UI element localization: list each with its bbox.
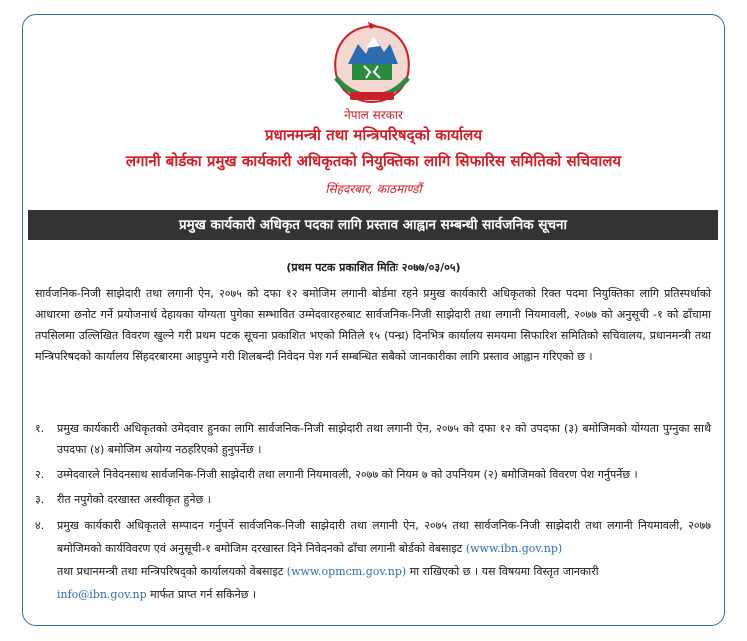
notice-title-banner: प्रमुख कार्यकारी अधिकृत पदका लागि प्रस्ताव आह्वान सम्बन्धी सार्वजनिक सूचना (28, 210, 718, 240)
list-item (35, 514, 711, 606)
list-item-text: मा राखिएको छ । यस विषयमा विस्तृत जानकारी (409, 565, 599, 578)
opmcm-website-link[interactable]: (www.opmcm.gov.np) (286, 565, 407, 578)
list-item-text: उम्मेदवारले निवेदनसाथ सार्वजनिक-निजी साझेदारी तथा लगानी नियमावली, २०७७ को नियम ७ को उपनियम (२) बमोजिमको विवरण पेश गर्नुपर्नेछ । (57, 468, 638, 481)
list-item (35, 464, 711, 485)
secretariat-name: लगानी बोर्डका प्रमुख कार्यकारी अधिकृतको नियुक्तिका लागि सिफारिस समितिको सचिवालय (125, 152, 622, 170)
intro-paragraph: सार्वजनिक-निजी साझेदारी तथा लगानी ऐन, २०७५ को दफा १२ बमोजिम लगानी बोर्डमा रहने प्रमुख कार्यकारी अधिकृतको रिक्त पदमा नियुक्तिका लागि प्रतिस्पर्धाको आधारमा छनोट गर्ने प्रयोजनार्थ देहायका योग्यता पुगेका सम्भावित उम्मेदवारहरुबाट सार्वजनिक-निजी साझेदारी तथा लगानी नियमावली, २०७७ को अनुसूची -१ को ढाँचामा तपसिलमा उल्लिखित विवरण खुल्ने गरी प्रथम पटक सूचना प्रकाशित भएको मितिले १५ (पन्ध्र) दिनभित्र कार्यालय समयमा सिफारिश समितिको सचिवालय, प्रधानमन्त्री तथा मन्त्रिपरिषदको कार्यालय सिंहदरबारमा आइपुग्ने गरी शिलबन्दी निवेदन पेश गर्न सम्बन्धित सबैको जानकारीका लागि प्रस्ताव आह्वान गरिएको छ । (35, 287, 711, 363)
list-item-number: १. (35, 422, 45, 435)
list-item-text: रीत नपुगेको दरखास्त अस्वीकृत हुनेछ । (57, 493, 211, 506)
list-item-number: २. (35, 468, 45, 481)
office-name: प्रधानमन्त्री तथा मन्त्रिपरिषद्को कार्यालय (264, 126, 483, 144)
list-item-text: प्रमुख कार्यकारी अधिकृतको उमेदवार हुनका लागि सार्वजनिक-निजी साझेदारी तथा लगानी ऐन, २०७५ को दफा १२ को उपदफा (३) बमोजिमको योग्यता पुग्नुका साथै उपदफा (४) बमोजिम अयोग्य नठहरिएको हुनुपर्नेछ । (57, 422, 711, 456)
list-item-text: प्रमुख कार्यकारी अधिकृतले सम्पादन गर्नुपर्ने सार्वजनिक-निजी साझेदारी तथा लगानी ऐन, २०७५ तथा सार्वजनिक-निजी साझेदारी तथा लगानी नियमावली, २०७७ बमोजिमको कार्यविवरण एवं अनुसूची-१ बमोजिम दरखास्त दिने निवेदनको ढाँचा लगानी बोर्डको वेबसाइट (57, 519, 711, 555)
ibn-website-link[interactable]: (www.ibn.gov.np) (465, 542, 563, 555)
list-item (35, 418, 711, 460)
list-item-number: ३. (35, 493, 45, 506)
nepal-emblem-icon (322, 20, 422, 106)
list-item-text: मार्फत प्राप्त गर्न सकिनेछ । (150, 588, 257, 601)
list-item-text: तथा प्रधानमन्त्री तथा मन्त्रिपरिषद्को कार्यालयको वेबसाइट (57, 565, 284, 578)
publication-date: (प्रथम पटक प्रकाशित मितिः २०७७/०३/०५) (286, 261, 461, 274)
list-item (35, 489, 711, 510)
location: सिंहदरबार, काठमाण्डौं (325, 182, 422, 196)
email-link[interactable]: info@ibn.gov.np (57, 588, 147, 601)
government-name: नेपाल सरकार (344, 108, 403, 122)
list-item-number: ४. (35, 519, 45, 532)
